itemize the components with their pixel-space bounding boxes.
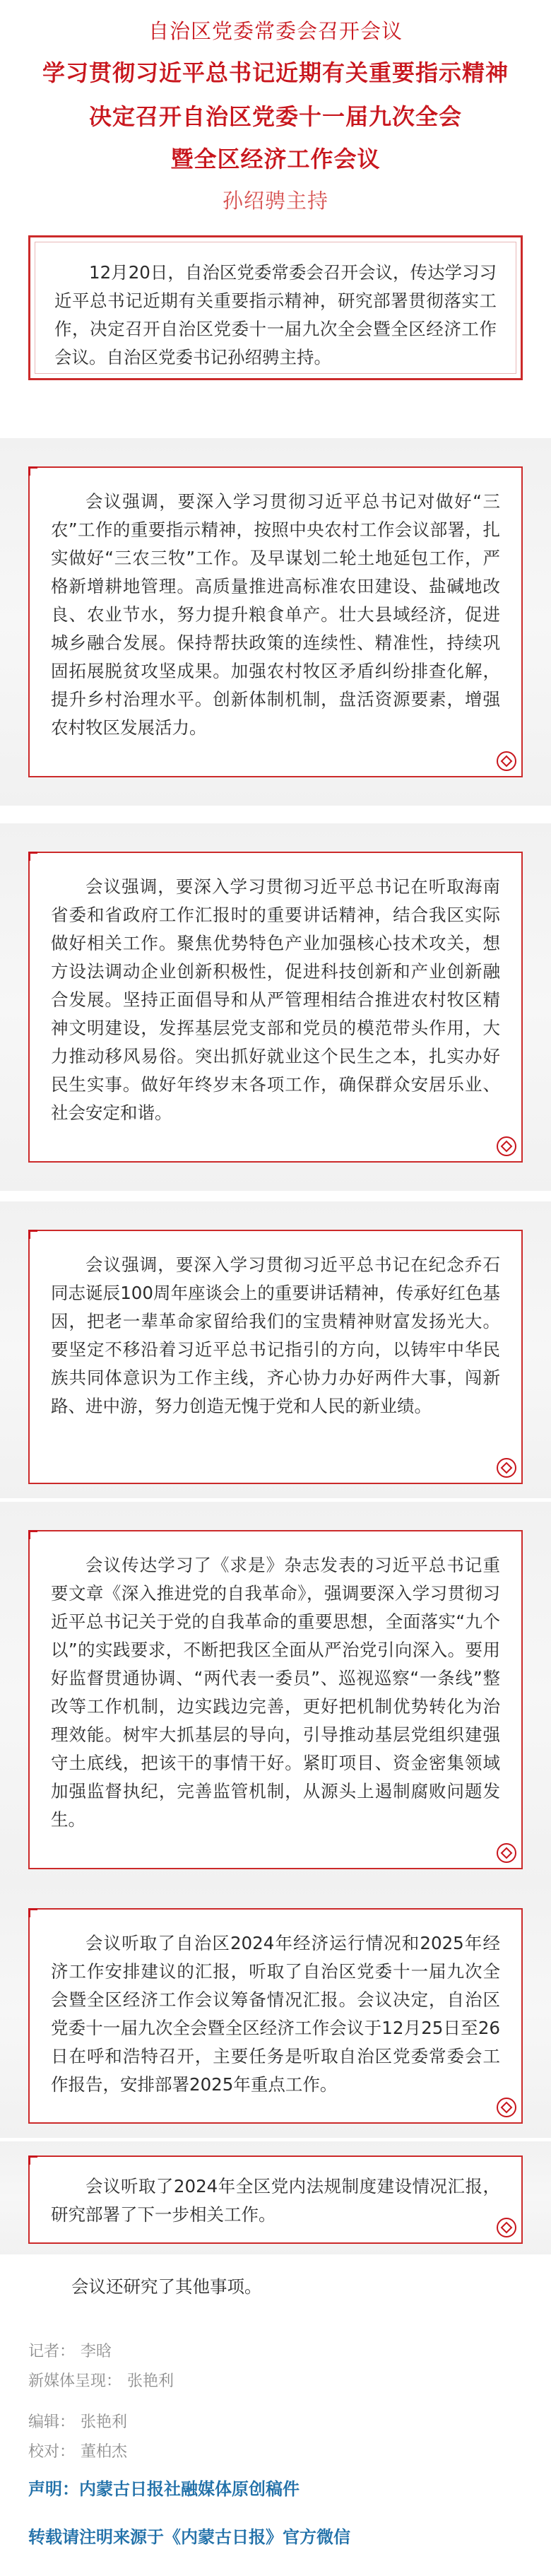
headline-line-1: 自治区党委常委会召开会议 [148, 19, 403, 43]
section-paragraph-1: 会议强调，要深入学习贯彻习近平总书记对做好“三农”工作的重要指示精神，按照中央农村工作会议部署，扎实做好“三农三牧”工作。及早谋划二轮土地延包工作，严格新增耕地管理。高质量推进高标准农田建设、盐碱地改良、农业节水，努力提升粮食单产。壮大县域经济，促进城乡融合发展。保持帮扶政策的连续性、精准性，持续巩固拓展脱贫攻坚成果。加强农村牧区矛盾纠纷排查化解，提升乡村治理水平。创新体制机制，盘活资源要素，增强农村牧区发展活力。 [51, 491, 500, 738]
credit-value: 董柏杰 [81, 2443, 128, 2461]
card-corner-mark [28, 1908, 37, 1917]
corner-ornament-icon [496, 1457, 517, 1478]
credit-value: 李晗 [81, 2343, 112, 2360]
card-corner-mark [28, 2156, 37, 2165]
section-paragraph-6: 会议听取了2024年全区党内法规制度建设情况汇报，研究部署了下一步相关工作。 [51, 2176, 500, 2225]
closing-sentence: 会议还研究了其他事项。 [71, 2276, 262, 2297]
headline-line-2: 学习贯彻习近平总书记近期有关重要指示精神 [42, 59, 509, 86]
section-card-4 [28, 1530, 523, 1869]
credit-label: 新媒体呈现： [28, 2372, 122, 2390]
section-card-6 [28, 2156, 523, 2244]
credit-label: 编辑： [28, 2413, 76, 2431]
lead-paragraph: 12月20日，自治区党委常委会召开会议，传达学习习近平总书记近期有关重要指示精神，研究部署贯彻落实工作，决定召开自治区党委十一届九次全会暨全区经济工作会议。自治区党委书记孙绍骋主持。 [54, 262, 497, 367]
section-card-2 [28, 852, 523, 1163]
section-paragraph-5: 会议听取了自治区2024年经济运行情况和2025年经济工作安排建议的汇报，听取了自治区党委十一届九次全会暨全区经济工作会议筹备情况汇报。会议决定，自治区党委十一届九次全会暨全区经济工作会议于12月25日至26日在呼和浩特召开，主要任务是听取自治区党委常委会工作报告，安排部署2025年重点工作。 [51, 1933, 500, 2095]
section-paragraph-3: 会议强调，要深入学习贯彻习近平总书记在纪念乔石同志诞辰100周年座谈会上的重要讲话精神，传承好红色基因，把老一辈革命家留给我们的宝贵精神财富发扬光大。要坚定不移沿着习近平总书记指引的方向，以铸牢中华民族共同体意识为工作主线，齐心协力办好两件大事，闯新路、进中游，努力创造无愧于党和人民的新业绩。 [51, 1254, 500, 1416]
corner-ornament-icon [496, 1136, 517, 1157]
copyright-statement: 声明：内蒙古日报社融媒体原创稿件 [28, 2479, 300, 2499]
credit-proofreader [28, 2440, 127, 2462]
corner-ornament-icon [496, 1842, 517, 1864]
section-card-5 [28, 1908, 523, 2124]
credit-label: 记者： [28, 2343, 76, 2360]
corner-ornament-icon [496, 751, 517, 772]
reprint-notice: 转载请注明来源于《内蒙古日报》官方微信 [28, 2527, 350, 2547]
corner-ornament-icon [496, 2217, 517, 2238]
credit-reporter [28, 2339, 112, 2361]
host-line: 孙绍骋主持 [222, 189, 328, 213]
card-corner-mark [28, 466, 37, 476]
headline-line-3: 决定召开自治区党委十一届九次全会 [88, 103, 462, 130]
headline-line-4: 暨全区经济工作会议 [170, 146, 381, 172]
credit-editor [28, 2410, 127, 2432]
corner-ornament-icon [496, 2097, 517, 2118]
credit-label: 校对： [28, 2443, 76, 2461]
card-corner-mark [28, 1230, 37, 1239]
card-corner-mark [28, 1530, 37, 1539]
section-card-3 [28, 1230, 523, 1484]
section-card-1 [28, 466, 523, 777]
section-paragraph-2: 会议强调，要深入学习贯彻习近平总书记在听取海南省委和省政府工作汇报时的重要讲话精神，结合我区实际做好相关工作。聚焦优势特色产业加强核心技术攻关，想方设法调动企业创新积极性，促进科技创新和产业创新融合发展。坚持正面倡导和从严管理相结合推进农村牧区精神文明建设，发挥基层党支部和党员的模范带头作用，大力推动移风易俗。突出抓好就业这个民生之本，扎实办好民生实事。做好年终岁末各项工作，确保群众安居乐业、社会安定和谐。 [51, 876, 500, 1123]
card-corner-mark [28, 852, 37, 861]
credit-value: 张艳利 [127, 2372, 174, 2390]
credit-new-media [28, 2369, 174, 2391]
credit-value: 张艳利 [81, 2413, 128, 2431]
section-paragraph-4: 会议传达学习了《求是》杂志发表的习近平总书记重要文章《深入推进党的自我革命》，强调要深入学习贯彻习近平总书记关于党的自我革命的重要思想，全面落实“九个以”的实践要求，不断把我区全面从严治党引向深入。要用好监督贯通协调、“两代表一委员”、巡视巡察“一条线”整改等工作机制，边实践边完善，更好把机制优势转化为治理效能。树牢大抓基层的导向，引导推动基层党组织建强守土底线，把该干的事情干好。紧盯项目、资金密集领域加强监督执纪，完善监管机制，从源头上遏制腐败问题发生。 [51, 1555, 500, 1830]
lead-card [28, 235, 523, 380]
